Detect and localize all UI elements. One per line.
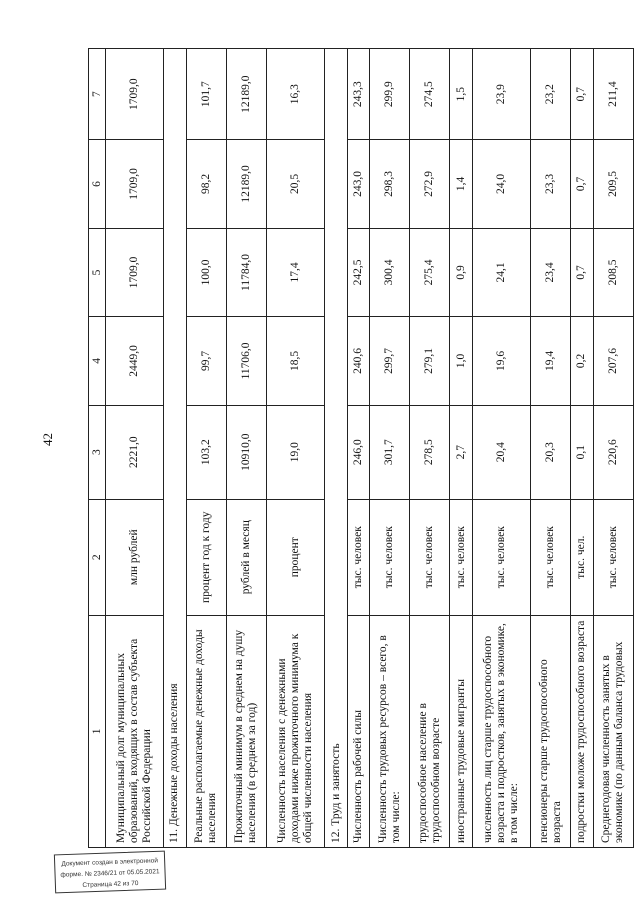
value-cell: 299,7 [369,317,409,405]
value-cell: 11706,0 [226,317,266,405]
value-cell: 17,4 [267,228,325,316]
indicators-table [88,48,634,848]
table-row [369,49,409,848]
value-cell: 1709,0 [106,228,164,316]
table-row [410,49,450,848]
unit-cell: процент год к году [186,499,226,615]
unit-cell: рублей в месяц [226,499,266,615]
page-number: 42 [40,433,55,446]
unit-cell: тыс. человек [347,499,369,615]
unit-cell: тыс. чел. [571,499,593,615]
value-cell: 19,6 [472,317,530,405]
table-row [267,49,325,848]
value-cell: 20,5 [267,140,325,228]
unit-cell: тыс. человек [369,499,409,615]
indicator-name: Численность трудовых ресурсов – всего, в том числе: [369,615,409,847]
indicator-name: пенсионеры старше трудоспособного возраста [531,615,571,847]
value-cell: 100,0 [186,228,226,316]
unit-cell: млн рублей [106,499,164,615]
value-cell: 24,1 [472,228,530,316]
value-cell: 211,4 [593,49,633,140]
value-cell: 1,0 [450,317,472,405]
value-cell: 272,9 [410,140,450,228]
value-cell: 11784,0 [226,228,266,316]
unit-cell: процент [267,499,325,615]
value-cell: 279,1 [410,317,450,405]
value-cell: 278,5 [410,405,450,499]
table-row [571,49,593,848]
value-cell: 298,3 [369,140,409,228]
value-cell: 299,9 [369,49,409,140]
unit-cell: тыс. человек [531,499,571,615]
section-row [164,49,186,848]
unit-cell: тыс. человек [410,499,450,615]
value-cell: 20,4 [472,405,530,499]
section-title: 11. Денежные доходы населения [164,49,186,848]
table-row [450,49,472,848]
indicator-name: трудоспособное население в трудоспособном возрасте [410,615,450,847]
value-cell: 209,5 [593,140,633,228]
value-cell: 23,2 [531,49,571,140]
table-row [593,49,633,848]
value-cell: 301,7 [369,405,409,499]
column-header: 2 [89,499,106,615]
value-cell: 16,3 [267,49,325,140]
column-header: 4 [89,317,106,405]
stamp-line: Страница 42 из 70 [82,880,139,889]
value-cell: 275,4 [410,228,450,316]
value-cell: 101,7 [186,49,226,140]
section-row [325,49,347,848]
value-cell: 243,0 [347,140,369,228]
table-row [226,49,266,848]
value-cell: 12189,0 [226,140,266,228]
value-cell: 2221,0 [106,405,164,499]
value-cell: 1,5 [450,49,472,140]
value-cell: 1709,0 [106,140,164,228]
table-row [472,49,530,848]
value-cell: 207,6 [593,317,633,405]
value-cell: 19,0 [267,405,325,499]
value-cell: 103,2 [186,405,226,499]
value-cell: 0,7 [571,140,593,228]
header-row [89,49,106,848]
column-header: 3 [89,405,106,499]
column-header: 1 [89,615,106,847]
table-row [106,49,164,848]
value-cell: 246,0 [347,405,369,499]
table-row [186,49,226,848]
indicator-name: численность лиц старше трудоспособного возраста и подростков, занятых в экономике, в том числе: [472,615,530,847]
indicator-name: Реальные располагаемые денежные доходы населения [186,615,226,847]
indicator-name: Численность населения с денежными доходами ниже прожиточного минимума к общей численности населения [267,615,325,847]
value-cell: 242,5 [347,228,369,316]
table-row [347,49,369,848]
value-cell: 300,4 [369,228,409,316]
value-cell: 12189,0 [226,49,266,140]
column-header: 5 [89,228,106,316]
indicator-name: Муниципальный долг муниципальных образований, входящих в состав субъекта Российской Федерации [106,615,164,847]
value-cell: 0,7 [571,49,593,140]
table-row [531,49,571,848]
value-cell: 243,3 [347,49,369,140]
indicator-name: подростки моложе трудоспособного возраста [571,615,593,847]
column-header: 7 [89,49,106,140]
value-cell: 0,9 [450,228,472,316]
unit-cell: тыс. человек [472,499,530,615]
value-cell: 0,7 [571,228,593,316]
value-cell: 24,0 [472,140,530,228]
stamp-line: Документ создан в электронной [61,857,159,868]
table-body [106,49,634,848]
value-cell: 18,5 [267,317,325,405]
stamp-graphic [53,850,166,894]
unit-cell: тыс. человек [593,499,633,615]
stamp-line: форме. № 2346/21 от 05.05.2021 [60,868,160,879]
value-cell: 208,5 [593,228,633,316]
value-cell: 1,4 [450,140,472,228]
value-cell: 20,3 [531,405,571,499]
value-cell: 23,9 [472,49,530,140]
section-title: 12. Труд и занятость [325,49,347,848]
electronic-document-stamp [53,850,166,894]
indicator-name: Среднегодовая численность занятых в экономике (по данным баланса трудовых [593,615,633,847]
value-cell: 0,1 [571,405,593,499]
value-cell: 2,7 [450,405,472,499]
unit-cell: тыс. человек [450,499,472,615]
value-cell: 10910,0 [226,405,266,499]
value-cell: 98,2 [186,140,226,228]
indicator-name: Прожиточный минимум в среднем на душу населения (в среднем за год) [226,615,266,847]
value-cell: 1709,0 [106,49,164,140]
value-cell: 240,6 [347,317,369,405]
value-cell: 23,3 [531,140,571,228]
column-header: 6 [89,140,106,228]
indicator-name: Численность рабочей силы [347,615,369,847]
value-cell: 0,2 [571,317,593,405]
value-cell: 2449,0 [106,317,164,405]
value-cell: 274,5 [410,49,450,140]
value-cell: 19,4 [531,317,571,405]
rotated-table-wrapper [88,48,634,848]
value-cell: 23,4 [531,228,571,316]
indicator-name: иностранные трудовые мигранты [450,615,472,847]
value-cell: 220,6 [593,405,633,499]
value-cell: 99,7 [186,317,226,405]
